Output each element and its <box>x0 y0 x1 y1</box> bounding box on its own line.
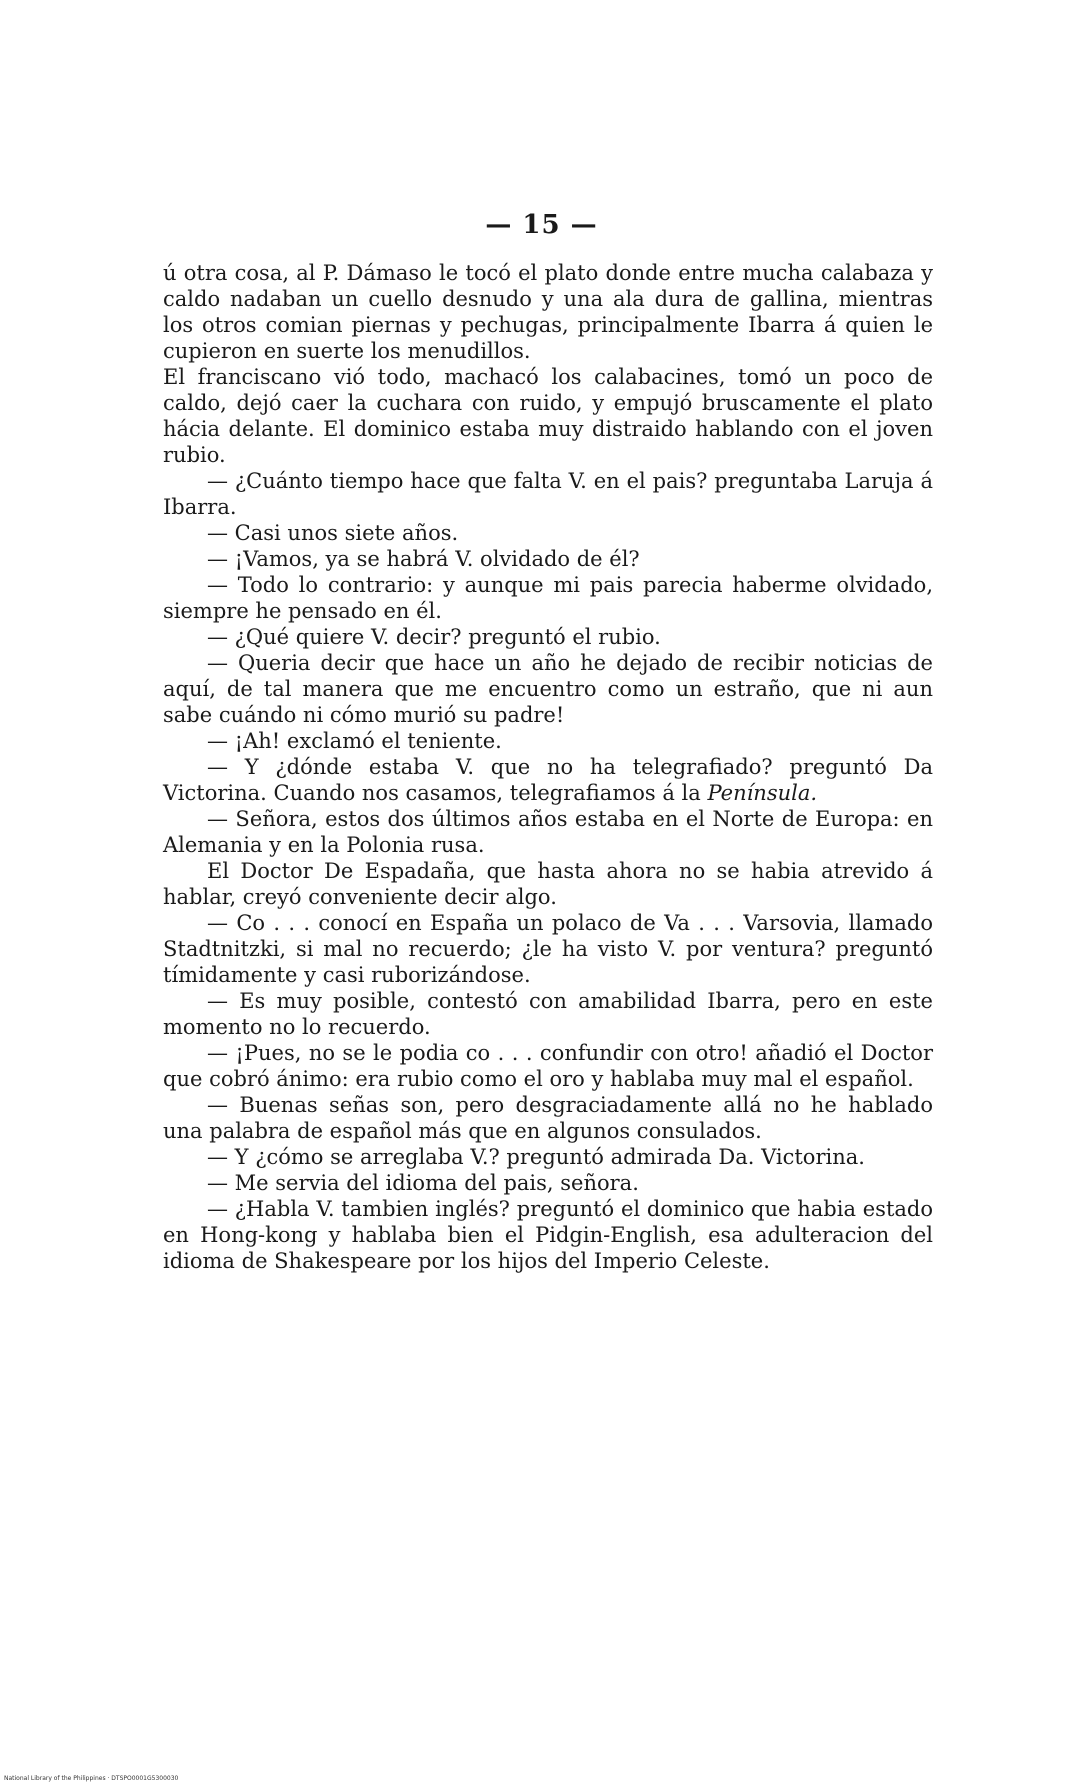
italic-word: Península. <box>707 781 818 805</box>
dialogue-line: — ¿Cuánto tiempo hace que falta V. en el pais? preguntaba Laruja á Ibarra. <box>163 469 933 519</box>
dialogue-line: — ¡Vamos, ya se habrá V. olvidado de él? <box>207 547 640 571</box>
dialogue-line: — Es muy posible, contestó con amabilidad Ibarra, pero en este momento no lo recuerdo. <box>163 989 933 1039</box>
dialogue-line: — Queria decir que hace un año he dejado de recibir noticias de aquí, de tal manera que me encuentro como un estraño, que ni aun sabe cuándo ni cómo murió su padre! <box>163 651 933 727</box>
dialogue-line: — Casi unos siete años. <box>207 521 459 545</box>
dialogue-text: — Y ¿dónde estaba V. que no ha telegrafiado? preguntó Da Victorina. Cuando nos casamos, telegrafiamos á la <box>163 755 933 805</box>
paragraph: El franciscano vió todo, machacó los calabacines, tomó un poco de caldo, dejó caer la cuchara con ruido, y empujó bruscamente el plato hácia delante. El dominico estaba muy distraido hablando con el joven rubio. <box>163 365 933 467</box>
dialogue-line: — ¿Habla V. tambien inglés? preguntó el dominico que habia estado en Hong-kong y hablaba bien el Pidgin-English, esa adulteracion del idioma de Shakespeare por los hijos del Imperio Celeste. <box>163 1197 933 1273</box>
dialogue-line: — ¿Qué quiere V. decir? preguntó el rubio. <box>207 625 661 649</box>
dialogue-line: — Me servia del idioma del pais, señora. <box>207 1171 639 1195</box>
dialogue-line: — ¡Ah! exclamó el teniente. <box>207 729 502 753</box>
body-text <box>163 260 933 1274</box>
dialogue-line <box>163 754 933 806</box>
dialogue-line: — ¡Pues, no se le podia co . . . confundir con otro! añadió el Doctor que cobró ánimo: era rubio como el oro y hablaba muy mal el español. <box>163 1041 933 1091</box>
dialogue-line: — Co . . . conocí en España un polaco de Va . . . Varsovia, llamado Stadtnitzki, si mal no recuerdo; ¿le ha visto V. por ventura? preguntó tímidamente y casi ruborizándose. <box>163 911 933 987</box>
dialogue-line: — Y ¿cómo se arreglaba V.? preguntó admirada Da. Victorina. <box>207 1145 865 1169</box>
dialogue-line: — Buenas señas son, pero desgraciadamente allá no he hablado una palabra de español más que en algunos consulados. <box>163 1093 933 1143</box>
dialogue-line: — Señora, estos dos últimos años estaba en el Norte de Europa: en Alemania y en la Polonia rusa. <box>163 807 933 857</box>
page-number: — 15 — <box>485 210 598 240</box>
paragraph: ú otra cosa, al P. Dámaso le tocó el plato donde entre mucha calabaza y caldo nadaban un cuello desnudo y una ala dura de gallina, mientras los otros comian piernas y pechugas, principalmente Ibarra á quien le cupieron en suerte los menudillos. <box>163 261 933 363</box>
library-footer: National Library of the Philippines · DTSPO0001G5300030 <box>4 1775 179 1782</box>
paragraph: El Doctor De Espadaña, que hasta ahora no se habia atrevido á hablar, creyó conveniente decir algo. <box>163 859 933 909</box>
dialogue-line: — Todo lo contrario: y aunque mi pais parecia haberme olvidado, siempre he pensado en él. <box>163 573 933 623</box>
